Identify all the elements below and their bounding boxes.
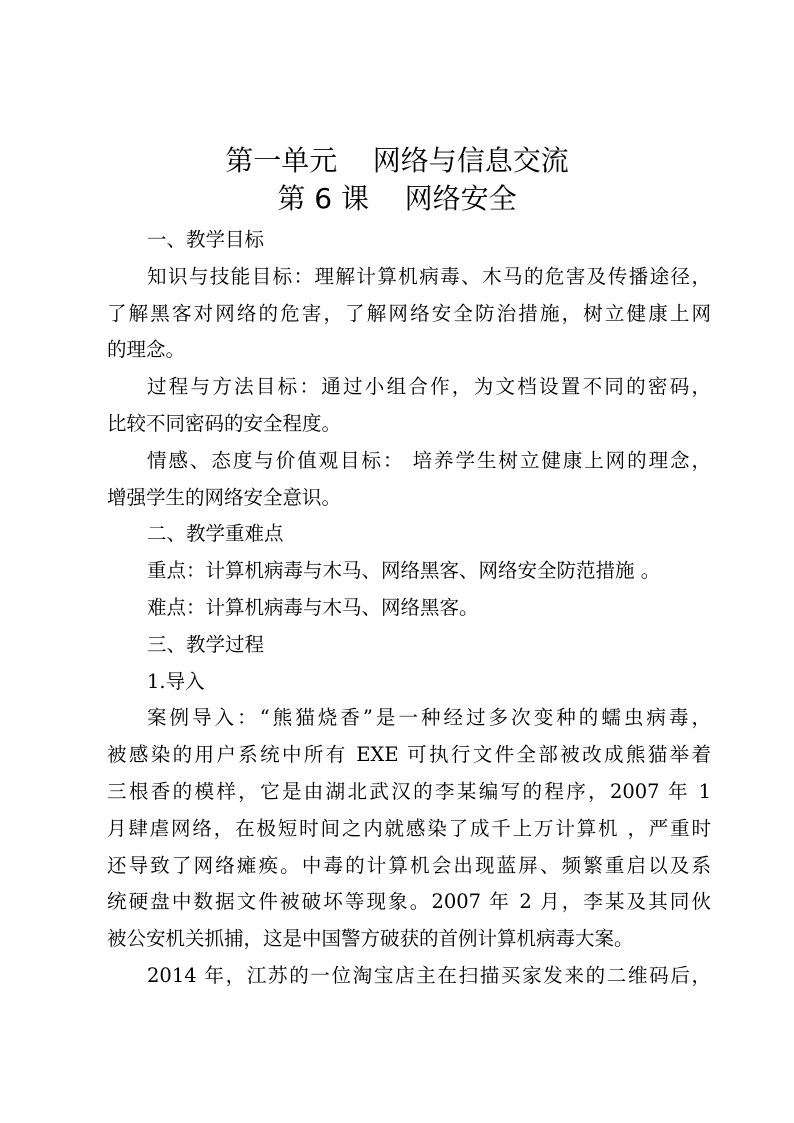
section-heading-objectives: 一、教学目标 bbox=[147, 228, 265, 251]
section-heading-key-points: 二、教学重难点 bbox=[147, 522, 284, 546]
paragraph-line: 被公安机关抓捕，这是中国警方破获的首例计算机病毒大案。 bbox=[107, 927, 634, 951]
paragraph-line: 的理念。 bbox=[107, 338, 186, 362]
unit-title: 第一单元 网络与信息交流 bbox=[225, 144, 569, 177]
paragraph-line: 三根香的模样，它是由湖北武汉的李某编写的程序，2007 年 1 bbox=[107, 779, 711, 803]
paragraph-line: 案例导入：“熊猫烧香”是一种经过多次变种的蠕虫病毒， bbox=[147, 706, 711, 730]
paragraph-line: 2014 年，江苏的一位淘宝店主在扫描买家发来的二维码后， bbox=[147, 963, 711, 987]
paragraph-line: 难点：计算机病毒与木马、网络黑客。 bbox=[147, 595, 479, 619]
paragraph-line: 了解黑客对网络的危害，了解网络安全防治措施，树立健康上网 bbox=[107, 301, 711, 325]
document-body bbox=[107, 222, 711, 995]
paragraph-line: 过程与方法目标：通过小组合作，为文档设置不同的密码， bbox=[147, 375, 711, 399]
paragraph-line: 情感、态度与价值观目标： 培养学生树立健康上网的理念， bbox=[147, 448, 711, 472]
paragraph-line: 还导致了网络瘫痪。中毒的计算机会出现蓝屏、频繁重启以及系 bbox=[107, 853, 711, 877]
paragraph-line: 月肆虐网络，在极短时间之内就感染了成千上万计算机 ，严重时 bbox=[107, 816, 711, 840]
paragraph-line: 比较不同密码的安全程度。 bbox=[107, 411, 342, 435]
subsection-heading-intro: 1.导入 bbox=[147, 669, 205, 693]
paragraph-line: 统硬盘中数据文件被破坏等现象。2007 年 2 月，李某及其同伙 bbox=[107, 890, 711, 914]
section-heading-process: 三、教学过程 bbox=[147, 632, 265, 656]
paragraph-line: 增强学生的网络安全意识。 bbox=[107, 485, 342, 509]
lesson-title: 第 6 课 网络安全 bbox=[277, 182, 517, 215]
paragraph-line: 被感染的用户系统中所有 EXE 可执行文件全部被改成熊猫举着 bbox=[107, 743, 711, 767]
paragraph-line: 重点：计算机病毒与木马、网络黑客、网络安全防范措施 。 bbox=[147, 559, 661, 583]
paragraph-line: 知识与技能目标：理解计算机病毒、木马的危害及传播途径， bbox=[147, 264, 711, 288]
